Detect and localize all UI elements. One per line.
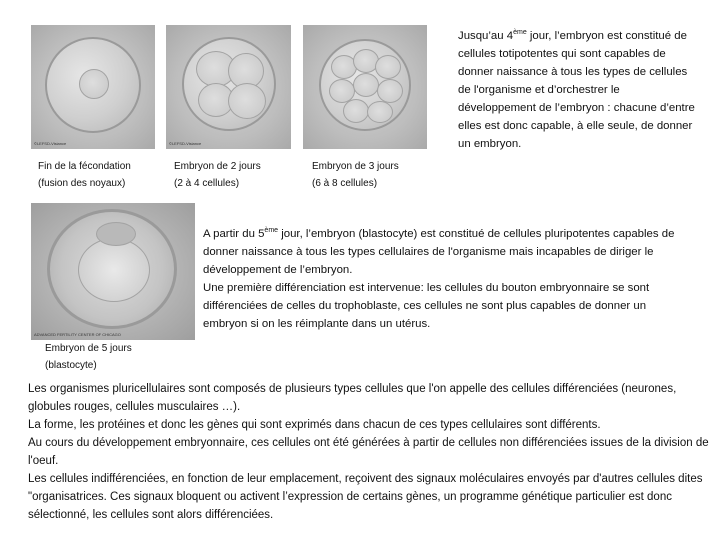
differentiation-p4: Les cellules indifférenciées, en fonction de leur emplacement, reçoivent des signaux moléculaires envoyés par d'autres cellules dites "organisatrices. Ces signaux bloquent ou activent l’expression de certains gènes, un programme génétique particulier est donc sélectionné, les cellules sont alors différenciées. <box>28 473 703 521</box>
caption-subtitle: (2 à 4 cellules) <box>174 178 240 189</box>
blastocyst-outer <box>47 209 177 329</box>
caption-subtitle: (6 à 8 cellules) <box>312 178 378 189</box>
blastomere <box>377 79 403 103</box>
blastocoel <box>78 238 150 302</box>
blastomere <box>343 99 369 123</box>
pluripotent-line-2: Une première différenciation est intervenue: les cellules du bouton embryonnaire se sont différenciées de celles du trophoblaste, ces cellules ne sont plus capables de donner un embryon si on les réimplante dans un utérus. <box>203 282 650 330</box>
blastomere <box>228 83 266 119</box>
blastomere <box>353 73 379 97</box>
zygote-nucleus <box>79 69 109 99</box>
blastomere <box>375 55 401 79</box>
pluripotent-paragraph <box>203 225 693 333</box>
differentiation-text <box>28 380 712 524</box>
differentiation-p3: Au cours du développement embryonnaire, ces cellules ont été générées à partir de cellules non différenciées issues de la division de l'oeuf. <box>28 437 709 467</box>
photo-credit: ©LEFSD-Visiance <box>169 141 202 146</box>
blastomere <box>367 101 393 123</box>
caption-day-3 <box>312 158 399 192</box>
embryo-outer <box>319 39 411 131</box>
photo-blastocyst <box>31 203 195 340</box>
caption-title: Embryon de 2 jours <box>174 161 261 172</box>
zygote-cell <box>45 37 141 133</box>
caption-fertilization <box>38 158 131 192</box>
differentiation-p2: La forme, les protéines et donc les gènes qui sont exprimés dans chacun de ces types cellulaires sont différents. <box>28 419 601 431</box>
photo-credit: ©LEFSD-Visiance <box>34 141 67 146</box>
caption-title: Embryon de 5 jours <box>45 343 132 354</box>
pluripotent-line-1: A partir du 5ème jour, l’embryon (blastocyte) est constitué de cellules pluripotentes capables de donner naissance à tous les types cellulaires de l'organisme mais incapables de diriger le développement de l’embryon. <box>203 227 675 276</box>
caption-subtitle: (fusion des noyaux) <box>38 178 126 189</box>
inner-cell-mass <box>96 222 136 246</box>
caption-blastocyst <box>45 340 132 374</box>
differentiation-p1: Les organismes pluricellulaires sont composés de plusieurs types cellules que l'on appelle des cellules différenciées (neurones, globules rouges, cellules musculaires …). <box>28 383 677 413</box>
caption-day-2 <box>174 158 261 192</box>
caption-title: Fin de la fécondation <box>38 161 131 172</box>
photo-day-2 <box>166 25 291 149</box>
photo-fertilization <box>31 25 155 149</box>
caption-title: Embryon de 3 jours <box>312 161 399 172</box>
caption-subtitle: (blastocyte) <box>45 360 97 371</box>
embryo-outer <box>182 37 276 131</box>
photo-credit: ADVANCED FERTILITY CENTER OF CHICAGO <box>34 332 121 337</box>
totipotent-paragraph: Jusqu’au 4ème jour, l’embryon est constitué de cellules totipotentes qui sont capables de donner naissance à tous les types de cellules de l'organisme et d’orchestrer le développement de l’embryon : chacune d’entre elles est donc capable, à elle seule, de donner un embryon. <box>458 29 695 150</box>
photo-day-3 <box>303 25 427 149</box>
